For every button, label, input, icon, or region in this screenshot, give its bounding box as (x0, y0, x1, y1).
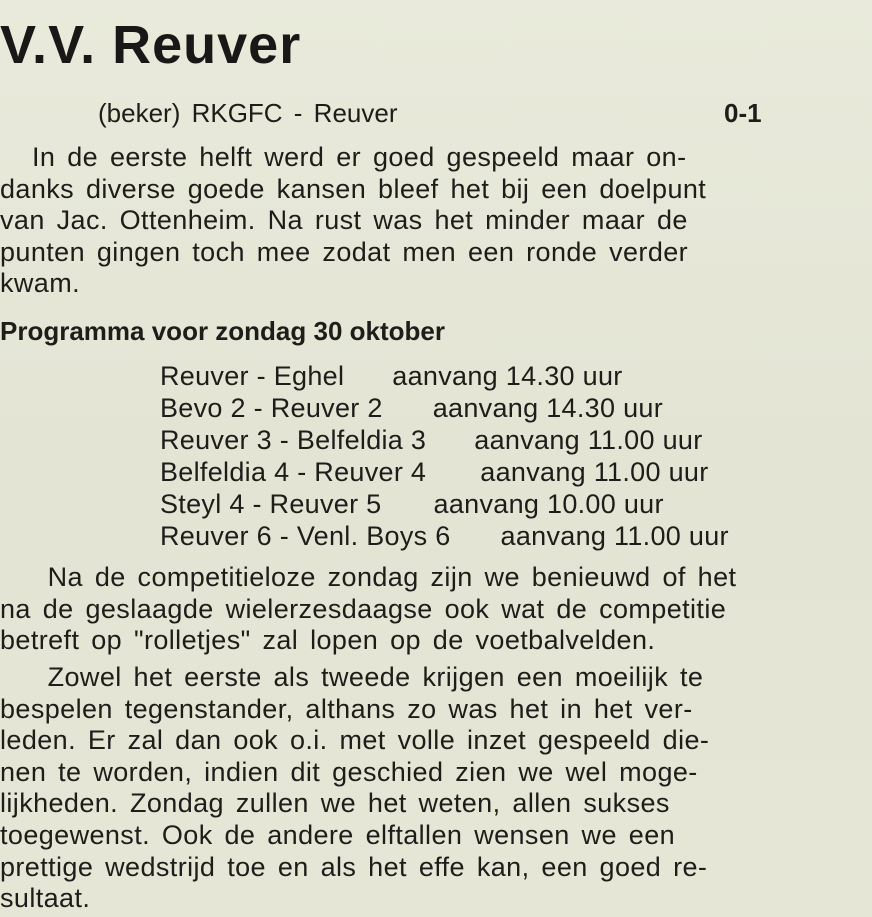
text-line: In de eerste helft werd er goed gespeeld maar on- (32, 142, 687, 172)
schedule-match: Reuver 6 - Venl. Boys 6 (160, 521, 451, 551)
schedule-match: Steyl 4 - Reuver 5 (160, 489, 382, 519)
text-line: Zowel het eerste als tweede krijgen een moeilijk te (0, 662, 704, 692)
text-line: toegewenst. Ook de andere elftallen wensen we een (0, 819, 676, 850)
schedule-time: aanvang 11.00 uur (480, 457, 709, 487)
schedule-match: Reuver - Eghel (160, 361, 345, 391)
schedule-time: aanvang 11.00 uur (500, 521, 729, 551)
text-line: bespelen tegenstander, althans zo was het in het ver- (0, 693, 693, 724)
schedule-row (160, 360, 729, 392)
text-line: leden. Er zal dan ook o.i. met volle inzet gespeeld die- (0, 725, 710, 756)
article-title: V.V. Reuver (0, 15, 302, 75)
schedule-row (160, 424, 729, 456)
program-heading: Programma voor zondag 30 oktober (0, 316, 445, 346)
text-line: van Jac. Ottenheim. Na rust was het minder maar de (0, 205, 688, 236)
text-line: prettige wedstrijd toe en als het effe kan, een goed re- (0, 851, 708, 882)
text-line: nen te worden, indien dit geschied zien we wel moge- (0, 756, 698, 787)
text-line: lijkheden. Zondag zullen we het weten, allen sukses (0, 788, 670, 819)
competition-paragraph (0, 562, 872, 657)
text-line: na de geslaagde wielerzesdaagse ook wat de competitie (0, 593, 727, 624)
text-line: betreft op "rolletjes" zal lopen op de voetbalvelden. (0, 625, 656, 656)
text-line: danks diverse goede kansen bleef het bij een doelpunt (0, 173, 707, 204)
match-report-paragraph (0, 142, 872, 300)
schedule-time: aanvang 11.00 uur (474, 425, 703, 455)
match-result-teams: (beker) RKGFC - Reuver (98, 98, 398, 128)
schedule-time: aanvang 14.30 uur (432, 393, 664, 423)
text-line: punten gingen toch mee zodat men een ronde verder (0, 236, 689, 267)
text-line: sultaat. (0, 883, 91, 914)
schedule-row (160, 520, 729, 552)
schedule-match: Reuver 3 - Belfeldia 3 (160, 425, 427, 455)
schedule-match: Belfeldia 4 - Reuver 4 (160, 457, 427, 487)
match-result-score: 0-1 (724, 98, 762, 128)
schedule-row (160, 392, 729, 424)
schedule-time: aanvang 14.30 uur (392, 361, 623, 391)
schedule-row (160, 488, 729, 520)
schedule-time: aanvang 10.00 uur (433, 489, 664, 519)
schedule-row (160, 456, 729, 488)
text-line: kwam. (0, 268, 81, 299)
text-line: Na de competitieloze zondag zijn we benieuwd of het (0, 562, 737, 592)
schedule-match: Bevo 2 - Reuver 2 (160, 393, 383, 423)
match-schedule (160, 360, 729, 552)
outlook-paragraph (0, 662, 872, 915)
